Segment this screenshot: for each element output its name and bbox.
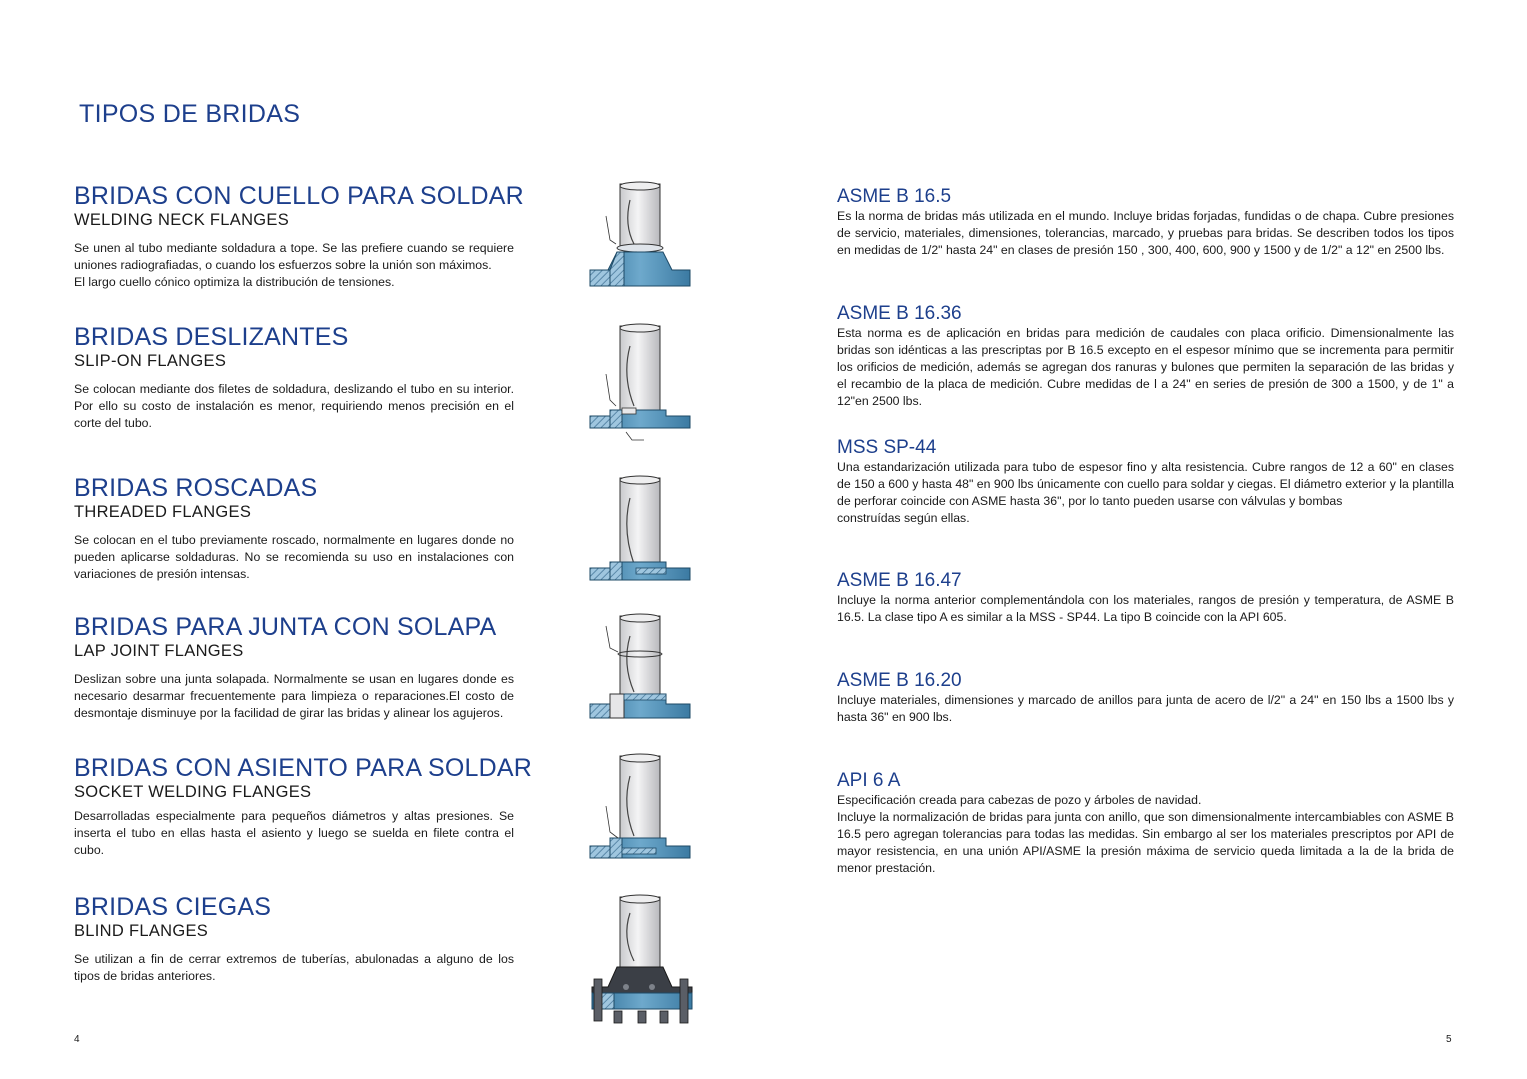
flange-subtitle: SLIP-ON FLANGES [74, 352, 227, 370]
flange-title: BRIDAS PARA JUNTA CON SOLAPA [74, 613, 497, 641]
blind-flange-drawing [586, 893, 698, 1027]
flange-description: Deslizan sobre una junta solapada. Normalmente se usan en lugares donde es necesario desarmar frecuentemente para limpieza o reparaciones.El costo de desmontaje disminuye por la facilidad de girar las bridas y alinear los agujeros. [74, 672, 514, 720]
norm-asme-b16-20 [837, 670, 1454, 726]
flange-slip-on [74, 323, 514, 432]
flange-description: Se utilizan a fin de cerrar extremos de tuberías, abulonadas a alguno de los tipos de bridas anteriores. [74, 952, 514, 983]
threaded-flange-drawing [586, 474, 696, 586]
flange-title: BRIDAS DESLIZANTES [74, 323, 349, 351]
norm-api-6a [837, 770, 1454, 877]
norm-title: API 6 A [837, 770, 901, 791]
flange-blind [74, 893, 514, 985]
norm-mss-sp-44 [837, 437, 1454, 527]
norm-title: MSS SP-44 [837, 437, 937, 458]
norm-description: Es la norma de bridas más utilizada en el mundo. Incluye bridas forjadas, fundidas o de chapa. Cubre presiones de servicio, materiales, dimensiones, tolerancias, marcado, y pruebas para bridas. Se describen todos los tipos en medidas de 1/2" hasta 24" en clases de presión 150 , 300, 400, 600, 900 y 1500 y de 1/2" a 12" en 2500 lbs. [837, 209, 1454, 257]
lap-joint-flange-drawing [586, 612, 696, 724]
norm-asme-b16-5 [837, 186, 1454, 259]
flange-subtitle: THREADED FLANGES [74, 503, 252, 521]
flange-welding-neck [74, 182, 524, 291]
flange-description [74, 240, 514, 291]
norm-title: ASME B 16.36 [837, 303, 962, 324]
page-title: TIPOS DE BRIDAS [79, 100, 301, 128]
norm-description: Una estandarización utilizada para tubo de espesor fino y alta resistencia. Cubre rangos de 12 a 60" en clases de 150 a 600 y hasta 48" en 900 lbs únicamente con cuello para soldar y ciegas. El diámetro exterior y la plantilla de perforar coincide con ASME hasta 36", por lo tanto pueden usarse con válvulas y bombas [837, 460, 1454, 508]
norm-description-2: construídas según ellas. [837, 511, 970, 525]
flange-title: BRIDAS CON CUELLO PARA SOLDAR [74, 182, 524, 210]
norm-description: Esta norma es de aplicación en bridas para medición de caudales con placa orificio. Dimensionalmente las bridas son idénticas a las prescriptas por B 16.5 excepto en el espesor mínimo que se incrementa para permitir los orificios de medición, además se agregan dos ranuras y bulones que permiten la separación de las bridas y el recambio de la placa de medición. Cubre medidas de l a 24" en series de presión de 300 a 1500, y de 1" a 12"en 2500 lbs. [837, 326, 1454, 408]
flange-description: Se colocan mediante dos filetes de soldadura, deslizando el tubo en su interior. Por ello su costo de instalación es menor, requiriendo menos precisión en el corte del tubo. [74, 382, 514, 430]
norm-asme-b16-47 [837, 570, 1454, 626]
slip-on-flange-drawing [586, 322, 696, 444]
flange-subtitle: SOCKET WELDING FLANGES [74, 783, 312, 801]
left-page-number: 4 [74, 1034, 80, 1045]
norm-description-2: Incluye la normalización de bridas para junta con anillo, que son dimensionalmente intercambiables con ASME B 16.5 pero agregan tolerancias para todas las medidas. Sin embargo al ser los materiales prescriptos por API de mayor resistencia, en una unión API/ASME la presión máxima de servicio queda limitada a la de la brida de menor prestación. [837, 810, 1454, 875]
norm-title: ASME B 16.20 [837, 670, 962, 691]
norm-title: ASME B 16.47 [837, 570, 962, 591]
flange-title: BRIDAS CIEGAS [74, 893, 272, 921]
flange-socket-welding [74, 754, 532, 859]
norm-title: ASME B 16.5 [837, 186, 952, 207]
norm-description: Incluye materiales, dimensiones y marcado de anillos para junta de acero de l/2" a 24" en 150 lbs a 1500 lbs y hasta 36" en 900 lbs. [837, 693, 1454, 724]
flange-subtitle: LAP JOINT FLANGES [74, 642, 244, 660]
norm-asme-b16-36 [837, 303, 1454, 410]
flange-description: Desarrolladas especialmente para pequeños diámetros y altas presiones. Se inserta el tubo en ellas hasta el asiento y luego se suelda en filete contra el cubo. [74, 809, 514, 857]
flange-title: BRIDAS CON ASIENTO PARA SOLDAR [74, 754, 532, 782]
right-page-number: 5 [1446, 1034, 1452, 1045]
flange-subtitle: WELDING NECK FLANGES [74, 211, 290, 229]
norm-description: Especificación creada para cabezas de pozo y árboles de navidad. [837, 793, 1202, 807]
flange-description: Se colocan en el tubo previamente roscado, normalmente en lugares donde no pueden aplicarse soldaduras. No se recomienda su uso en instalaciones con variaciones de presión intensas. [74, 533, 514, 581]
flange-subtitle: BLIND FLANGES [74, 922, 209, 940]
welding-neck-flange-drawing [586, 180, 696, 292]
flange-threaded [74, 474, 514, 583]
flange-lap-joint [74, 613, 514, 722]
flange-description-text-2: El largo cuello cónico optimiza la distribución de tensiones. [74, 275, 395, 289]
socket-welding-flange-drawing [586, 752, 696, 864]
flange-title: BRIDAS ROSCADAS [74, 474, 318, 502]
norm-description: Incluye la norma anterior complementándola con los materiales, rangos de presión y temperatura, de ASME B 16.5. La clase tipo A es similar a la MSS - SP44. La tipo B coincide con la API 605. [837, 593, 1454, 624]
flange-description-text: Se unen al tubo mediante soldadura a tope. Se las prefiere cuando se requiere uniones radiografiadas, o cuando los esfuerzos sobre la unión son máximos. [74, 241, 514, 272]
